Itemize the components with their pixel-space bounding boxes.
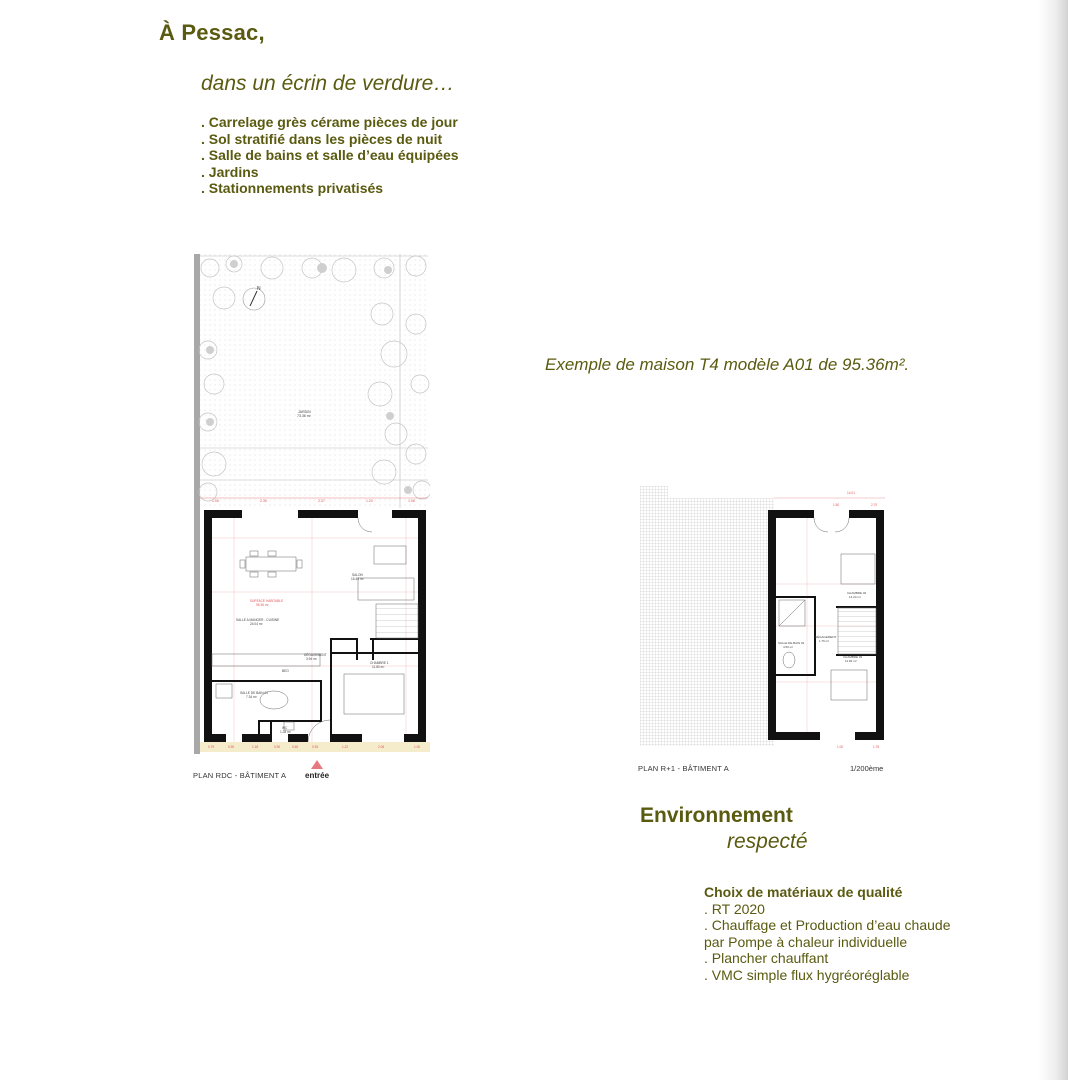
svg-text:1.50: 1.50 xyxy=(833,503,840,507)
feature-item: . Salle de bains et salle d’eau équipées xyxy=(201,147,459,163)
features-list xyxy=(201,114,459,197)
svg-text:11.82 m²: 11.82 m² xyxy=(845,659,857,663)
svg-text:3.94 m²: 3.94 m² xyxy=(306,657,317,661)
svg-text:SALLE DE BAIN 01: SALLE DE BAIN 01 xyxy=(240,691,268,695)
svg-text:2.06: 2.06 xyxy=(378,745,385,749)
svg-text:14.24 m²: 14.24 m² xyxy=(849,595,861,599)
materials-list xyxy=(704,884,950,983)
svg-text:1.76 m²: 1.76 m² xyxy=(819,639,830,643)
svg-text:2.70: 2.70 xyxy=(871,503,878,507)
svg-text:DÉGAGEMENT: DÉGAGEMENT xyxy=(304,653,327,657)
entrance-label: entrée xyxy=(305,771,330,780)
materials-heading: Choix de matériaux de qualité xyxy=(704,884,903,900)
svg-text:0.93: 0.93 xyxy=(312,745,319,749)
svg-text:1.06: 1.06 xyxy=(212,499,219,503)
feature-item: . Sol stratifié dans les pièces de nuit xyxy=(201,130,443,147)
svg-text:73.36 m²: 73.36 m² xyxy=(297,414,311,418)
plan-scale: 1/200ème xyxy=(850,764,884,773)
material-item: . Chauffage et Production d’eau chaude xyxy=(704,917,951,933)
svg-text:CHAMBRE 02: CHAMBRE 02 xyxy=(847,591,867,595)
plan-rdc-caption: PLAN RDC - BÂTIMENT A xyxy=(193,771,287,780)
svg-text:CHAMBRE 1: CHAMBRE 1 xyxy=(370,661,389,665)
material-item: . VMC simple flux hygréoréglable xyxy=(704,966,910,983)
plan-r1-caption: PLAN R+1 - BÂTIMENT A xyxy=(638,764,729,773)
environment-title: Environnement xyxy=(640,804,793,827)
svg-text:1.00: 1.00 xyxy=(837,745,844,749)
svg-text:0.90: 0.90 xyxy=(274,745,281,749)
svg-text:0.90: 0.90 xyxy=(228,745,235,749)
svg-text:CHAMBRE 03: CHAMBRE 03 xyxy=(843,655,863,659)
floor-plan-r1 xyxy=(637,486,887,756)
svg-text:14.01: 14.01 xyxy=(847,491,855,495)
svg-text:1.28 m²: 1.28 m² xyxy=(280,730,291,734)
svg-text:BEO: BEO xyxy=(282,669,289,673)
svg-text:95.36 m²: 95.36 m² xyxy=(256,603,269,607)
page-subtitle: dans un écrin de verdure… xyxy=(201,72,455,95)
svg-text:0.79: 0.79 xyxy=(208,745,215,749)
floor-plan-rdc xyxy=(194,254,430,754)
svg-text:0.60: 0.60 xyxy=(292,745,299,749)
svg-text:SALON: SALON xyxy=(352,573,363,577)
example-caption: Exemple de maison T4 modèle A01 de 95.36m². xyxy=(545,355,910,374)
feature-item: . Jardins xyxy=(201,163,259,180)
svg-text:2.35: 2.35 xyxy=(260,499,267,503)
svg-text:DÉGAGEMENT: DÉGAGEMENT xyxy=(815,635,837,639)
svg-text:4.50 m²: 4.50 m² xyxy=(783,645,794,649)
svg-text:1.76: 1.76 xyxy=(873,745,880,749)
feature-item: . Stationnements privatisés xyxy=(201,180,384,196)
svg-text:2.37: 2.37 xyxy=(318,499,325,503)
svg-text:N: N xyxy=(257,286,261,292)
material-item: par Pompe à chaleur individuelle xyxy=(704,933,908,950)
svg-text:15.45 m²: 15.45 m² xyxy=(351,577,364,581)
svg-text:JARDIN: JARDIN xyxy=(298,410,311,414)
page-edge-shadow xyxy=(1038,0,1068,1080)
material-item: . RT 2020 xyxy=(704,900,765,917)
svg-text:1.20: 1.20 xyxy=(366,499,373,503)
svg-text:1.22: 1.22 xyxy=(342,745,349,749)
svg-text:SURFACE HABITABLE: SURFACE HABITABLE xyxy=(250,599,284,603)
svg-text:1.18: 1.18 xyxy=(252,745,259,749)
svg-text:11.80 m²: 11.80 m² xyxy=(372,665,385,669)
entrance-arrow-icon xyxy=(311,760,323,769)
svg-text:1.06: 1.06 xyxy=(408,499,415,503)
svg-text:24.04 m²: 24.04 m² xyxy=(250,622,263,626)
svg-text:SALLE A MANGER - CUISINE: SALLE A MANGER - CUISINE xyxy=(236,618,280,622)
svg-text:1.00: 1.00 xyxy=(414,745,421,749)
page-title: À Pessac, xyxy=(159,20,265,45)
svg-text:7.34 m²: 7.34 m² xyxy=(246,695,257,699)
environment-subtitle: respecté xyxy=(727,830,808,853)
feature-item: . Carrelage grès cérame pièces de jour xyxy=(201,114,458,130)
svg-text:WC: WC xyxy=(282,726,288,730)
svg-text:SALLE DE BAIN 02: SALLE DE BAIN 02 xyxy=(778,641,805,645)
material-item: . Plancher chauffant xyxy=(704,950,829,966)
